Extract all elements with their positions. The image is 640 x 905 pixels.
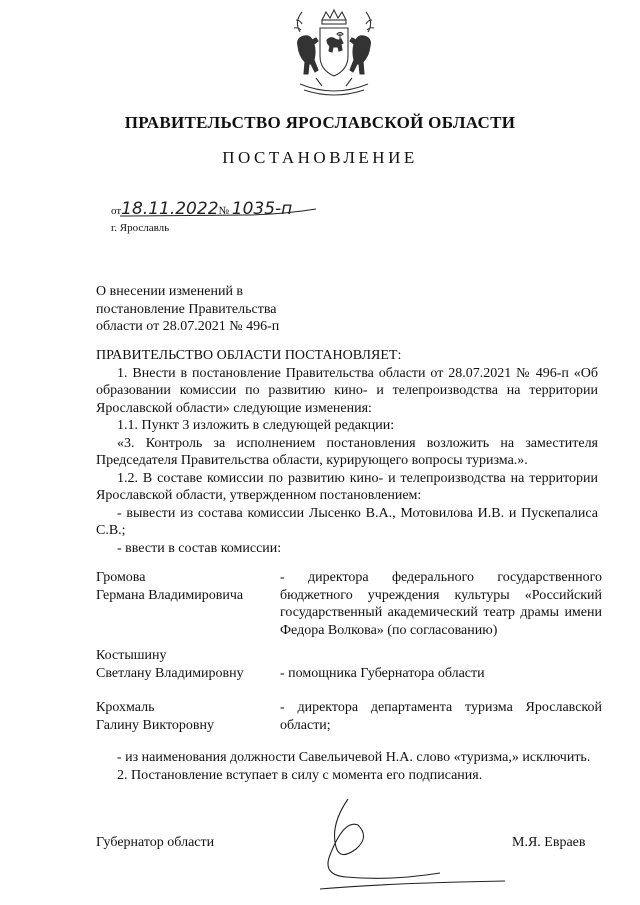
city-name: г. Ярославль [111, 222, 170, 234]
member-given-names: Светлану Владимировну [96, 665, 244, 681]
number-prefix: № [218, 205, 230, 217]
member-entry [96, 699, 602, 734]
paragraph-1-2: 1.2. В составе комиссии по развитию кино- и телепроизводства на территории Ярославской области, утвержденном постановлением: [96, 470, 598, 503]
subject-line: области от 28.07.2021 № 496-п [96, 319, 280, 334]
dash-item-remove: - вывести из состава комиссии Лысенко В.А., Мотовилова И.В. и Пускепалиса С.В.; [96, 505, 598, 538]
member-entry [96, 569, 602, 647]
member-position: - директора департамента туризма Ярославской области; [280, 700, 602, 733]
subject-block [96, 283, 356, 336]
paragraph-1-1-text: «3. Контроль за исполнением постановления возложить на заместителя Председателя Правительства области, курирующего вопросы туризма.». [96, 435, 598, 468]
members-list [96, 569, 602, 734]
member-name [96, 699, 280, 734]
signatory-name: М.Я. Евраев [512, 835, 586, 850]
member-surname: Крохмаль [96, 700, 155, 715]
resolution-heading: ПРАВИТЕЛЬСТВО ОБЛАСТИ ПОСТАНОВЛЯЕТ: [96, 348, 402, 363]
subject-line: постановление Правительства [96, 301, 277, 317]
member-entry [96, 647, 602, 699]
date-prefix: от [111, 205, 122, 217]
handwritten-number: 1035-п [231, 199, 293, 219]
paragraph-1: 1. Внести в постановление Правительства области от 28.07.2021 № 496-п «Об образовании комиссии по развитию кино- и телепроизводства на территории Ярославской области» следующие изменения: [96, 365, 598, 416]
organization-title: ПРАВИТЕЛЬСТВО ЯРОСЛАВСКОЙ ОБЛАСТИ [124, 113, 516, 132]
member-given-names: Галину Викторовну [96, 717, 215, 733]
document-type: ПОСТАНОВЛЕНИЕ [222, 148, 418, 167]
member-given-names: Германа Владимировича [96, 587, 244, 603]
member-position: - помощника Губернатора области [280, 665, 485, 681]
dash-item-rename: - из наименования должности Савельичевой Н.А. слово «туризма,» исключить. [117, 750, 591, 765]
signatory-title: Губернатор области [96, 835, 215, 850]
member-name [96, 569, 280, 647]
handwritten-signature [300, 795, 510, 895]
member-name [96, 647, 280, 699]
resolution-body [96, 347, 598, 557]
member-surname: Костышину [96, 648, 167, 663]
date-underline [120, 206, 320, 220]
handwritten-date: 18.11.2022 [121, 199, 219, 219]
paragraph-1-1: 1.1. Пункт 3 изложить в следующей редакции: [117, 418, 395, 433]
paragraph-2: 2. Постановление вступает в силу с момента его подписания. [117, 767, 483, 783]
member-surname: Громова [96, 570, 146, 585]
subject-line: О внесении изменений в [96, 284, 244, 299]
coat-of-arms-emblem [286, 6, 382, 106]
closing-block [96, 749, 598, 784]
member-position: - директора федерального государственного бюджетного учреждения культуры «Российский государственный академический театр драмы имени Федора Волкова» (по согласованию) [280, 570, 602, 638]
dash-item-add: - ввести в состав комиссии: [117, 540, 282, 556]
